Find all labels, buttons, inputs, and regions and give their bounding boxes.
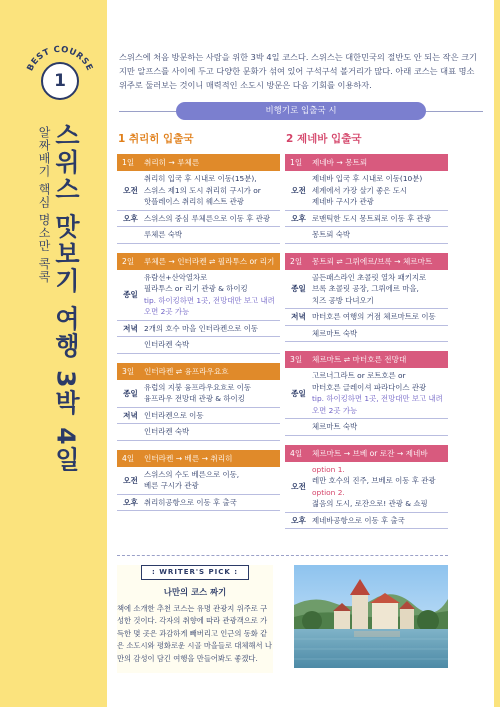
schedule-row (117, 424, 280, 441)
day-route: 체르마트 ⇌ 마터호른 전망대 (312, 355, 407, 364)
dashed-divider (117, 555, 448, 556)
schedule-text (144, 173, 280, 208)
schedule-row (285, 270, 448, 310)
schedule-line: 취리히공항으로 이동 후 출국 (144, 497, 237, 507)
schedule-row (285, 513, 448, 530)
schedule-text (144, 426, 280, 438)
schedule-text (312, 421, 448, 433)
schedule-row (285, 368, 448, 419)
day-number: 4일 (122, 453, 135, 463)
schedule-row (117, 270, 280, 321)
day-route: 체르마트 → 브베 or 로잔 → 제네바 (312, 448, 428, 458)
schedule-text (144, 410, 280, 422)
schedule-text (312, 515, 448, 527)
schedule-line: 2개의 호수 마을 인터라켄으로 이동 (144, 323, 259, 333)
schedule-line: 핫플레이스 취리히 웨스트 관광 (144, 197, 244, 206)
badge-label: BEST COURSE (25, 44, 95, 73)
day-header (117, 154, 280, 171)
schedule-text (144, 339, 280, 351)
option-text: 젊음의 도시, 로잔으로! 관광 & 쇼핑 (312, 499, 428, 508)
day-number: 3일 (290, 355, 303, 364)
tip-text: tip. 하이킹하면 1곳, 전망대만 보고 내려 오면 2곳 가능 (144, 295, 275, 316)
day-route: 인터라켄 ⇌ 융프라우요흐 (144, 366, 229, 376)
schedule-line: 마터호른 글레이셔 파라다이스 관광 (312, 382, 427, 392)
day-route: 취리히 → 루체른 (144, 158, 200, 167)
schedule-line: 스위스의 중심 루체른으로 이동 후 관광 (144, 213, 270, 223)
schedule-line: 체르마트 숙박 (312, 422, 358, 431)
itinerary-geneva (285, 131, 448, 538)
schedule-row (117, 467, 280, 495)
page-subtitle: 알짜배기 핵심 명소만 콕콕 (37, 126, 51, 284)
schedule-row (117, 211, 280, 228)
schedule-line: 골든패스라인 초콜릿 열차 패키지로 (312, 272, 427, 282)
schedule-line: 고르너그라트 or 로트호른 or (312, 371, 406, 380)
schedule-line: 유럽의 지붕 융프라우요흐로 이동 (144, 382, 252, 392)
time-label: 오후 (123, 213, 138, 223)
time-label: 오전 (291, 185, 306, 195)
time-label: 오후 (123, 497, 138, 507)
schedule-row (117, 227, 280, 244)
day-number: 2일 (290, 256, 303, 266)
time-label: 오후 (291, 213, 306, 223)
day-header (285, 154, 448, 171)
day-number: 4일 (290, 448, 303, 458)
section-pill: 비행기로 입출국 시 (176, 102, 426, 120)
schedule-text (312, 328, 448, 340)
time-label: 종일 (123, 290, 138, 299)
schedule-line: 베른 구시가 관광 (144, 481, 199, 490)
time-label: 저녁 (291, 312, 306, 322)
writers-pick-label: : WRITER'S PICK : (141, 565, 249, 580)
day-header (285, 253, 448, 270)
time-label: 오후 (291, 515, 306, 525)
schedule-line: 마터호른 여행의 거점 체르마트로 이동 (312, 312, 436, 321)
time-label: 종일 (291, 388, 306, 398)
schedule-text (312, 370, 448, 416)
writers-pick-body: 책에 소개한 추천 코스는 유명 관광지 위주로 구성한 것이다. 각자의 취향에 따라 관광객으로 가득한 몇 곳은 과감하게 빼버리고 인근의 동화 같은 소도시와 평화로운 시골 마을들로 대체해서 나만의 감성이 담긴 여행을 만들어봐도 좋겠다. (117, 604, 272, 663)
schedule-row (285, 171, 448, 211)
right-edge-band (494, 0, 500, 707)
schedule-line: 세계에서 가장 살기 좋은 도시 (312, 185, 408, 195)
schedule-row (117, 321, 280, 338)
day-number: 1일 (122, 158, 135, 167)
schedule-row (117, 337, 280, 354)
schedule-row (285, 227, 448, 244)
tip-text: tip. 하이킹하면 1곳, 전망대만 보고 내려 오면 2곳 가능 (312, 394, 443, 415)
schedule-row (285, 211, 448, 228)
schedule-line: 인터라켄 숙박 (144, 427, 190, 436)
day-number: 1일 (290, 158, 303, 167)
schedule-line: 제네바 구시가 관광 (312, 197, 374, 206)
schedule-row (117, 380, 280, 408)
itinerary-zurich (117, 131, 280, 520)
schedule-text (312, 311, 448, 323)
schedule-row (285, 462, 448, 513)
schedule-row (117, 495, 280, 512)
schedule-text (144, 272, 280, 318)
schedule-text (144, 323, 280, 335)
day-block (285, 253, 448, 343)
schedule-row (117, 171, 280, 211)
schedule-text (144, 469, 280, 492)
day-block (117, 363, 280, 441)
schedule-line: 제네바 입국 후 시내로 이동(10분) (312, 174, 423, 183)
intro-paragraph: 스위스에 처음 방문하는 사람을 위한 3박 4일 코스다. 스위스는 대한민국의 절반도 안 되는 작은 크기지만 알프스를 사이에 두고 다양한 문화가 섞여 있어 구석구석 볼거리가 많다. 아래 코스는 대표 명소 위주로 둘러보는 것이니 매력적인 소도시 방문은 다음 기회를 이용하자. (119, 52, 477, 90)
schedule-line: 취리히 입국 후 시내로 이동(15분), (144, 174, 257, 183)
schedule-text (144, 213, 280, 225)
day-block (117, 253, 280, 354)
day-block (117, 450, 280, 512)
schedule-text (312, 272, 448, 307)
day-header (117, 450, 280, 467)
schedule-row (285, 309, 448, 326)
time-label: 오전 (291, 482, 306, 491)
schedule-text (144, 229, 280, 241)
schedule-text (144, 382, 280, 405)
day-block (117, 154, 280, 244)
schedule-line: 체르마트 숙박 (312, 328, 358, 338)
day-route: 루체른 → 인터라켄 ⇌ 필라투스 or 리기 (144, 256, 275, 266)
option-text: 레만 호수의 진주, 브베로 이동 후 관광 (312, 476, 436, 485)
day-route: 인터라켄 → 베른 → 취리히 (144, 453, 233, 463)
schedule-line: 몽트뢰 숙박 (312, 230, 351, 239)
day-number: 2일 (122, 256, 135, 266)
option-label: option 1. (312, 464, 345, 474)
time-label: 종일 (291, 284, 306, 294)
day-route: 제네바 → 몽트뢰 (312, 158, 368, 167)
writers-pick-box (117, 565, 273, 673)
schedule-row (117, 408, 280, 425)
schedule-line: 인터라켄 숙박 (144, 340, 190, 349)
itinerary-title: 2 제네바 입출국 (286, 133, 362, 145)
schedule-line: 필라투스 or 리기 관광 & 하이킹 (144, 284, 248, 293)
section-header (119, 102, 483, 120)
day-header (117, 363, 280, 380)
itinerary-title: 1 취리히 입출국 (118, 133, 194, 145)
schedule-line: 제네바공항으로 이동 후 출국 (312, 515, 405, 525)
schedule-line: 스위스의 수도 베른으로 이동, (144, 469, 240, 479)
schedule-row (285, 419, 448, 436)
day-number: 3일 (122, 366, 135, 376)
schedule-text (144, 497, 280, 509)
day-block (285, 445, 448, 530)
time-label: 종일 (123, 388, 138, 398)
schedule-line: 치즈 공방 다녀오기 (312, 295, 374, 305)
badge-ring-text (0, 0, 120, 120)
schedule-line: 루체른 숙박 (144, 230, 183, 239)
schedule-line: 인터라켄으로 이동 (144, 410, 204, 420)
schedule-row (285, 326, 448, 343)
time-label: 오전 (123, 185, 138, 195)
day-header (285, 445, 448, 462)
schedule-line: 유람선+산악열차로 (144, 272, 208, 282)
schedule-text (312, 229, 448, 241)
writers-pick-title: 나만의 코스 짜기 (163, 587, 227, 597)
schedule-text (312, 464, 448, 510)
day-route: 몽트뢰 ⇌ 그뤼에르/브록 → 체르마트 (312, 256, 433, 266)
lakeside-castle-photo (294, 565, 448, 668)
page-title: 스위스 맛보기 여행 3박 4일 (51, 122, 81, 474)
time-label: 오전 (123, 475, 138, 485)
schedule-line: 스위스 제1의 도시 취리히 구시가 or (144, 185, 261, 195)
time-label: 저녁 (123, 410, 138, 420)
schedule-line: 로맨틱한 도시 몽트뢰로 이동 후 관광 (312, 213, 431, 223)
course-number-badge: 1 (41, 62, 79, 100)
day-block (285, 154, 448, 244)
schedule-line: 브록 초콜릿 공장, 그뤼에르 마을, (312, 284, 419, 293)
day-header (117, 253, 280, 270)
schedule-line: 융프라우 전망대 관광 & 하이킹 (144, 394, 245, 403)
day-block (285, 351, 448, 436)
option-label: option 2. (312, 487, 345, 497)
time-label: 저녁 (123, 323, 138, 333)
schedule-text (312, 173, 448, 208)
day-header (285, 351, 448, 368)
schedule-text (312, 213, 448, 225)
